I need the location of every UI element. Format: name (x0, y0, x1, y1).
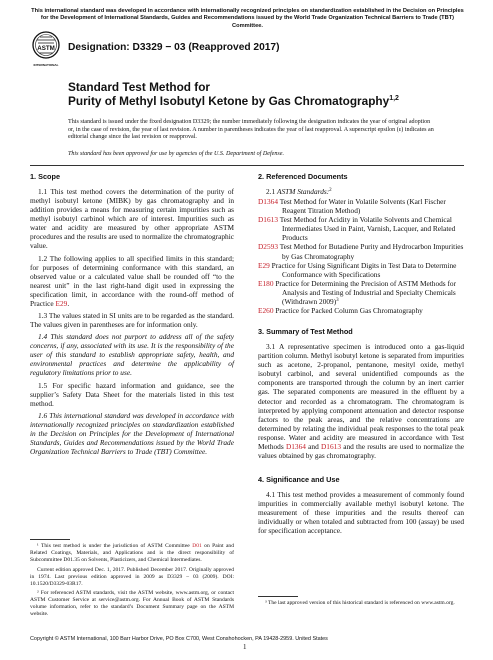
reference-title: Test Method for Acidity in Volatile Solvents and Chemical Intermediates Used in Paint, Varnish, Lacquer, and Related Products (278, 215, 456, 243)
para-1-2 (30, 254, 234, 308)
footnote-1-rest: on Paint and Related Coatings, Materials, and Applications and is the direct responsibility of Subcommittee D01.35 on Solvents, Plasticizers, and Chemical Intermediates. (30, 543, 234, 564)
designation: Designation: D3329 − 03 (Reapproved 2017) (68, 42, 280, 53)
para-1-5: 1.5 For specific hazard information and guidance, see the supplier’s Safety Data Sheet for the materials listed in this test method. (30, 380, 234, 408)
reference-item (258, 306, 464, 315)
para-1-2-text: 1.2 The following applies to all specified limits in this standard; for purposes of determining conformance with this standard, an observed value or a calculated value shall be rounded off “to the nearest unit” in the last right-hand digit used in expressing the specification limit, in accordance with the round-off method of Practice (30, 253, 234, 308)
footnotes-right (258, 600, 464, 609)
d1364-link[interactable]: D1364 (285, 441, 306, 451)
svg-text:INTERNATIONAL: INTERNATIONAL (33, 63, 59, 67)
approval-note: This standard has been approved for use by agencies of the U.S. Department of Defense. (68, 151, 285, 157)
astm-logo (31, 30, 61, 70)
reference-code-link[interactable]: D2593 (258, 242, 278, 252)
page-number: 1 (243, 643, 247, 651)
astm-standards-intro (258, 187, 464, 196)
reference-code-link[interactable]: E180 (258, 278, 274, 288)
reference-title: Practice for Packed Column Gas Chromatography (273, 306, 423, 316)
para-1-4: 1.4 This standard does not purport to address all of the safety concerns, if any, associated with its use. It is the responsibility of the user of this standard to establish appropriate safety, health, and environmental practices and determine the applicability of regulatory limitations prior to use. (30, 332, 234, 378)
reference-item (258, 215, 464, 242)
para-1-6: 1.6 This international standard was developed in accordance with internationally recognized principles on standardization established in the Decision on Principles for the Development of International Standards, Guides and Recommendations issued by the World Trade Organization Technical Barriers to Trade (TBT) Committee. (30, 411, 234, 457)
reference-title: Practice for Using Significant Digits in Test Data to Determine Conformance with Specifications (269, 260, 457, 279)
footnotes-left (30, 543, 234, 621)
reference-code-link[interactable]: D1364 (258, 197, 278, 207)
reference-item (258, 197, 464, 215)
para-1-2-end: . (67, 298, 70, 308)
footnote-1 (30, 543, 234, 564)
footnote-1-edition: Current edition approved Dec. 1, 2017. Published December 2017. Originally approved in 1974. Last previous edition approved in 2009 as D3329 – 03 (2009). DOI: 10.1520/D3329-03R17. (30, 566, 234, 587)
ref-intro-footnote: 2 (329, 188, 332, 193)
ref-intro-number: 2.1 (266, 187, 278, 196)
para-1-3: 1.3 The values stated in SI units are to be regarded as the standard. The values given in parentheses are for information only. (30, 310, 234, 330)
header-divider (30, 165, 464, 166)
d1613-link[interactable]: D1613 (321, 441, 341, 451)
footnote-1-text: ¹ This test method is under the jurisdiction of ASTM Committee (37, 543, 193, 549)
summary-heading: 3. Summary of Test Method (258, 327, 353, 337)
para-4-1: 4.1 This test method provides a measurement of commonly found impurities in commercially available methyl isobutyl ketone. The measurement of these impurities and the results thereof can individually or when totaled and subtracted from 100 (assay) be used for specification acceptance. (258, 490, 464, 536)
footnote-2: ² For referenced ASTM standards, visit the ASTM website, www.astm.org, or contact ASTM Customer Service at service@astm.org. For Annual Book of ASTM Standards volume information, refer to the standard’s Document Summary page on the ASTM website. (30, 590, 234, 618)
scope-heading: 1. Scope (30, 172, 61, 181)
standard-note: This standard is issued under the fixed designation D3329; the number immediately following the designation indicates the year of original adoption or, in the case of revision, the year of last revision. A number in parentheses indicates the year of last reapproval. A superscript epsilon (ε) indicates an editorial change since the last revision or reapproval. (68, 119, 434, 141)
footnote-separator-right (258, 596, 298, 597)
reference-title: Test Method for Butadiene Purity and Hydrocarbon Impurities by Gas Chromatography (278, 242, 464, 261)
withdrawn-footnote-ref: 3 (336, 297, 339, 303)
reference-code-link[interactable]: E29 (258, 260, 270, 270)
reference-code-link[interactable]: D1613 (258, 215, 278, 225)
significance-heading: 4. Significance and Use (258, 475, 340, 485)
title-footnote-ref: 1,2 (389, 95, 399, 102)
referenced-documents-heading: 2. Referenced Documents (258, 172, 348, 181)
section-gap (258, 463, 464, 475)
copyright-line: Copyright © ASTM International, 100 Barr Harbor Drive, PO Box C700, West Conshohocken, PA 19428-2959. United States (30, 636, 328, 642)
reference-item (258, 242, 464, 260)
header-notice: This international standard was developed in accordance with internationally recognized principles on standardization established in the Decision on Principles for the Development of International Standards, Guides and Recommendations issued by the World Trade Organization Technical Barriers to Trade (TBT) Committee. (31, 8, 464, 29)
footnote-separator-left (30, 539, 70, 540)
e29-link[interactable]: E29 (55, 298, 68, 308)
para-3-1-end: and the results are used to normalize the values obtained by gas chromatography. (258, 441, 465, 460)
reference-item (258, 261, 464, 279)
title-line2 (68, 94, 399, 108)
para-3-1-text: 3.1 A representative specimen is introduced onto a gas-liquid partition column. Methyl isobutyl ketone is separated from impurities such as acetone, 2-propanol, pentanone, mesityl oxide, methyl isobutyl carbinol, and several unidentified compounds as the components are transported through the column by an inert carrier gas. The separated components are measured in the effluent by a detector and recorded as a chromatogram. The chromatogram is interpreted by applying component attenuation and detector response factors to the peak areas, and the relative concentrations are determined by relating the individual peak responses to the total peak response. Water and acidity are measured in accordance with Test Methods (258, 342, 464, 451)
title-main: Purity of Methyl Isobutyl Ketone by Gas Chromatography (68, 94, 390, 108)
reference-code-link[interactable]: E260 (258, 306, 274, 316)
reference-title: Test Method for Water in Volatile Solvents (Karl Fischer Reagent Titration Method) (278, 197, 446, 216)
title-line1: Standard Test Method for (68, 80, 211, 94)
reference-item (258, 279, 464, 306)
para-1-1: 1.1 This test method covers the determination of the purity of methyl isobutyl ketone (MIBK) by gas chromatography and in addition provides a means for measuring certain impurities such as methyl isobutyl carbinol which are of interest. Impurities such as water and acidity are measured by other appropriate ASTM procedures and the results are used to normalize the chromatographic value. (30, 187, 234, 251)
d01-link[interactable]: D01 (192, 543, 202, 549)
svg-text:ASTM: ASTM (37, 45, 55, 52)
footnote-3: ³ The last approved version of this historical standard is referenced on www.astm.org. (265, 600, 455, 606)
para-3-1 (258, 342, 464, 460)
reference-title: Practice for Determining the Precision of ASTM Methods for Analysis and Testing of Industrial and Specialty Chemicals (Withdrawn 2009) (273, 278, 457, 306)
document-title (68, 80, 399, 108)
right-column (258, 172, 464, 538)
left-column (30, 172, 234, 459)
section-gap (258, 315, 464, 327)
ref-intro-label: ASTM Standards: (277, 187, 330, 196)
para-3-1-and: and (305, 441, 321, 451)
